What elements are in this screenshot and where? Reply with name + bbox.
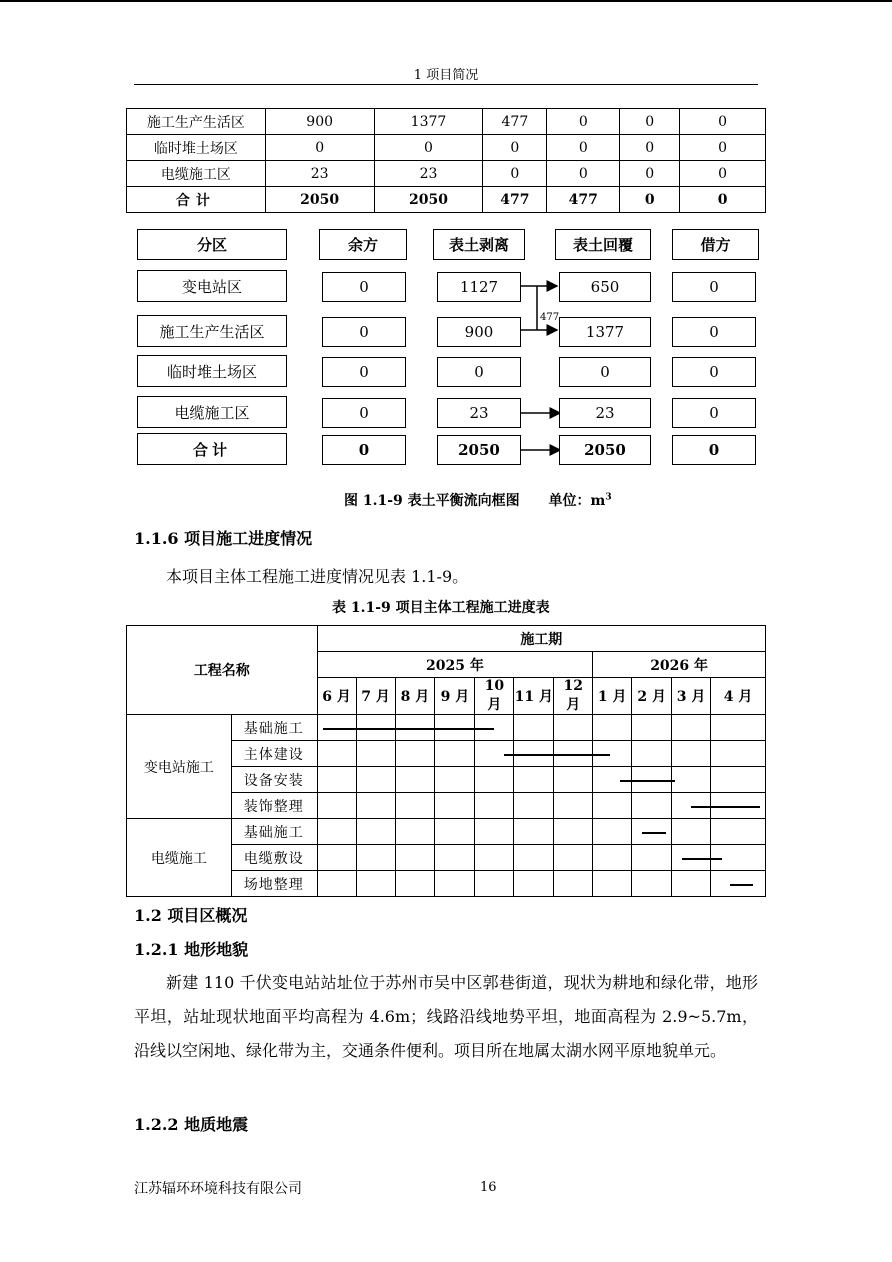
flow-header: 表土回覆 — [555, 229, 651, 260]
flow-box-surplus: 0 — [322, 357, 406, 387]
schedule-cell — [554, 767, 593, 793]
group-name: 变电站施工 — [127, 715, 232, 819]
section-116-title: 1.1.6 项目施工进度情况 — [134, 529, 313, 548]
month-header: 7 月 — [356, 678, 395, 715]
flow-box-backfill: 2050 — [559, 435, 651, 465]
schedule-cell — [317, 819, 356, 845]
schedule-cell — [554, 819, 593, 845]
table-cell: 0 — [547, 161, 620, 187]
schedule-cell — [514, 819, 554, 845]
schedule-cell — [711, 819, 766, 845]
table-row — [127, 819, 766, 845]
schedule-cell — [672, 819, 711, 845]
row-name: 电缆施工区 — [127, 161, 266, 187]
schedule-cell — [632, 845, 672, 871]
schedule-cell — [554, 793, 593, 819]
schedule-cell — [672, 741, 711, 767]
schedule-cell — [475, 871, 514, 897]
table-cell: 0 — [680, 161, 766, 187]
gantt-bar — [642, 832, 666, 834]
schedule-table — [126, 625, 766, 897]
table-cell: 0 — [620, 109, 680, 135]
flow-box-borrow: 0 — [672, 398, 756, 428]
flow-box-surplus: 0 — [322, 317, 406, 347]
flow-box-borrow: 0 — [672, 272, 756, 302]
table-cell: 0 — [620, 135, 680, 161]
schedule-cell — [356, 767, 395, 793]
table-cell: 2050 — [374, 187, 483, 213]
schedule-cell — [356, 819, 395, 845]
flow-box-strip: 0 — [437, 357, 521, 387]
schedule-cell — [514, 715, 554, 741]
month-header: 8 月 — [395, 678, 435, 715]
table-cell: 477 — [547, 187, 620, 213]
table-cell: 0 — [483, 135, 547, 161]
flow-header: 分区 — [137, 229, 287, 260]
table-cell: 1377 — [374, 109, 483, 135]
section-121-title: 1.2.1 地形地貌 — [134, 940, 249, 959]
schedule-cell — [514, 871, 554, 897]
month-header: 10 月 — [475, 678, 514, 715]
footer-page-number: 16 — [480, 1180, 497, 1195]
task-name: 装饰整理 — [231, 793, 317, 819]
col-project-name: 工程名称 — [127, 626, 318, 715]
row-name: 合计 — [127, 187, 266, 213]
schedule-cell — [514, 767, 554, 793]
schedule-cell — [593, 845, 632, 871]
table-cell: 0 — [620, 161, 680, 187]
task-name: 主体建设 — [231, 741, 317, 767]
row-name: 临时堆土场区 — [127, 135, 266, 161]
table-cell: 477 — [483, 187, 547, 213]
schedule-cell — [593, 819, 632, 845]
flow-box-strip: 2050 — [437, 435, 521, 465]
flow-box-zone: 施工生产生活区 — [137, 315, 287, 347]
gantt-bar — [323, 728, 494, 730]
flow-box-borrow: 0 — [672, 317, 756, 347]
flow-box-backfill: 1377 — [559, 317, 651, 347]
schedule-cell — [356, 871, 395, 897]
table-cell: 23 — [265, 161, 374, 187]
flow-box-surplus: 0 — [322, 435, 406, 465]
schedule-cell — [356, 741, 395, 767]
flow-box-surplus: 0 — [322, 272, 406, 302]
section-121-text: 新建 110 千伏变电站站址位于苏州市吴中区郭巷街道，现状为耕地和绿化带，地形平坦，站址现状地面平均高程为 4.6m；线路沿线地势平坦，地面高程为 2.9~5.7m，沿线以空闲地、绿化带为主，交通条件便利。项目所在地属太湖水网平原地貌单元。 — [134, 973, 758, 1060]
schedule-cell — [435, 845, 475, 871]
flow-header: 余方 — [319, 229, 407, 260]
section-116-text: 本项目主体工程施工进度情况见表 1.1-9。 — [166, 567, 469, 586]
schedule-cell — [711, 741, 766, 767]
flow-box-borrow: 0 — [672, 435, 756, 465]
schedule-cell — [395, 741, 435, 767]
schedule-cell — [317, 767, 356, 793]
table-cell: 0 — [374, 135, 483, 161]
page-header: 1 项目简况 — [413, 68, 479, 83]
schedule-cell — [435, 741, 475, 767]
year-2025: 2025 年 — [317, 652, 593, 678]
schedule-cell — [593, 715, 632, 741]
schedule-cell — [395, 819, 435, 845]
schedule-cell — [317, 845, 356, 871]
gantt-bar — [620, 780, 675, 782]
flow-box-zone: 临时堆土场区 — [137, 355, 287, 387]
flow-box-surplus: 0 — [322, 398, 406, 428]
table-cell: 0 — [483, 161, 547, 187]
schedule-cell — [672, 767, 711, 793]
gantt-bar — [682, 858, 722, 860]
figure-caption-sup: 3 — [605, 492, 612, 503]
table-cell: 23 — [374, 161, 483, 187]
task-name: 电缆敷设 — [231, 845, 317, 871]
table-cell: 0 — [620, 187, 680, 213]
schedule-cell — [435, 793, 475, 819]
table-cell: 0 — [547, 109, 620, 135]
schedule-cell — [554, 715, 593, 741]
month-header: 6 月 — [317, 678, 356, 715]
schedule-cell — [554, 871, 593, 897]
schedule-cell — [514, 793, 554, 819]
flow-header: 借方 — [672, 229, 759, 260]
gantt-bar — [504, 754, 610, 756]
month-header: 3 月 — [672, 678, 711, 715]
flow-box-backfill: 0 — [559, 357, 651, 387]
period-header: 施工期 — [317, 626, 765, 652]
month-header: 1 月 — [593, 678, 632, 715]
section-122-title: 1.2.2 地质地震 — [134, 1115, 249, 1134]
schedule-cell — [356, 845, 395, 871]
task-name: 场地整理 — [231, 871, 317, 897]
month-header: 4 月 — [711, 678, 766, 715]
schedule-cell — [711, 715, 766, 741]
gantt-bar — [691, 806, 760, 808]
schedule-cell — [475, 793, 514, 819]
schedule-cell — [593, 871, 632, 897]
table-cell: 0 — [680, 135, 766, 161]
flow-box-strip: 1127 — [437, 272, 521, 302]
schedule-cell — [475, 767, 514, 793]
task-name: 设备安装 — [231, 767, 317, 793]
flow-box-zone: 合计 — [137, 433, 287, 465]
footer-company: 江苏辐环环境科技有限公司 — [134, 1181, 302, 1197]
month-header: 12 月 — [554, 678, 593, 715]
schedule-cell — [317, 871, 356, 897]
flow-box-strip: 900 — [437, 317, 521, 347]
schedule-cell — [593, 793, 632, 819]
row-name: 施工生产生活区 — [127, 109, 266, 135]
figure-caption-unit: 单位：m — [548, 493, 606, 509]
table-cell: 0 — [680, 187, 766, 213]
month-header: 9 月 — [435, 678, 475, 715]
flow-box-borrow: 0 — [672, 357, 756, 387]
schedule-cell — [395, 845, 435, 871]
schedule-cell — [475, 819, 514, 845]
gantt-bar — [730, 884, 753, 886]
schedule-cell — [632, 793, 672, 819]
task-name: 基础施工 — [231, 819, 317, 845]
group-name: 电缆施工 — [127, 819, 232, 897]
task-name: 基础施工 — [231, 715, 317, 741]
table-cell: 477 — [483, 109, 547, 135]
table-cell: 2050 — [265, 187, 374, 213]
schedule-cell — [475, 845, 514, 871]
table-caption: 表 1.1-9 项目主体工程施工进度表 — [332, 600, 550, 616]
table-cell: 0 — [680, 109, 766, 135]
schedule-cell — [514, 845, 554, 871]
flow-box-backfill: 650 — [559, 272, 651, 302]
schedule-cell — [632, 741, 672, 767]
year-2026: 2026 年 — [593, 652, 766, 678]
transfer-label: 477 — [540, 312, 560, 323]
schedule-cell — [317, 741, 356, 767]
schedule-cell — [554, 845, 593, 871]
schedule-cell — [395, 793, 435, 819]
schedule-cell — [632, 715, 672, 741]
figure-caption-title: 图 1.1-9 表土平衡流向框图 — [344, 493, 520, 509]
schedule-cell — [672, 871, 711, 897]
section-12-title: 1.2 项目区概况 — [134, 906, 248, 925]
figure-caption — [344, 490, 612, 510]
schedule-cell — [395, 767, 435, 793]
schedule-cell — [711, 767, 766, 793]
flow-box-strip: 23 — [437, 398, 521, 428]
flow-header: 表土剥离 — [433, 229, 525, 260]
schedule-cell — [317, 793, 356, 819]
schedule-cell — [435, 767, 475, 793]
schedule-cell — [395, 871, 435, 897]
table-cell: 0 — [265, 135, 374, 161]
schedule-cell — [435, 871, 475, 897]
month-header: 2 月 — [632, 678, 672, 715]
flow-box-backfill: 23 — [559, 398, 651, 428]
flow-box-zone: 电缆施工区 — [137, 396, 287, 428]
table-cell: 900 — [265, 109, 374, 135]
schedule-cell — [435, 819, 475, 845]
table-cell: 0 — [547, 135, 620, 161]
flow-box-zone: 变电站区 — [137, 270, 287, 302]
schedule-cell — [672, 715, 711, 741]
schedule-cell — [632, 871, 672, 897]
month-header: 11 月 — [514, 678, 554, 715]
schedule-cell — [356, 793, 395, 819]
